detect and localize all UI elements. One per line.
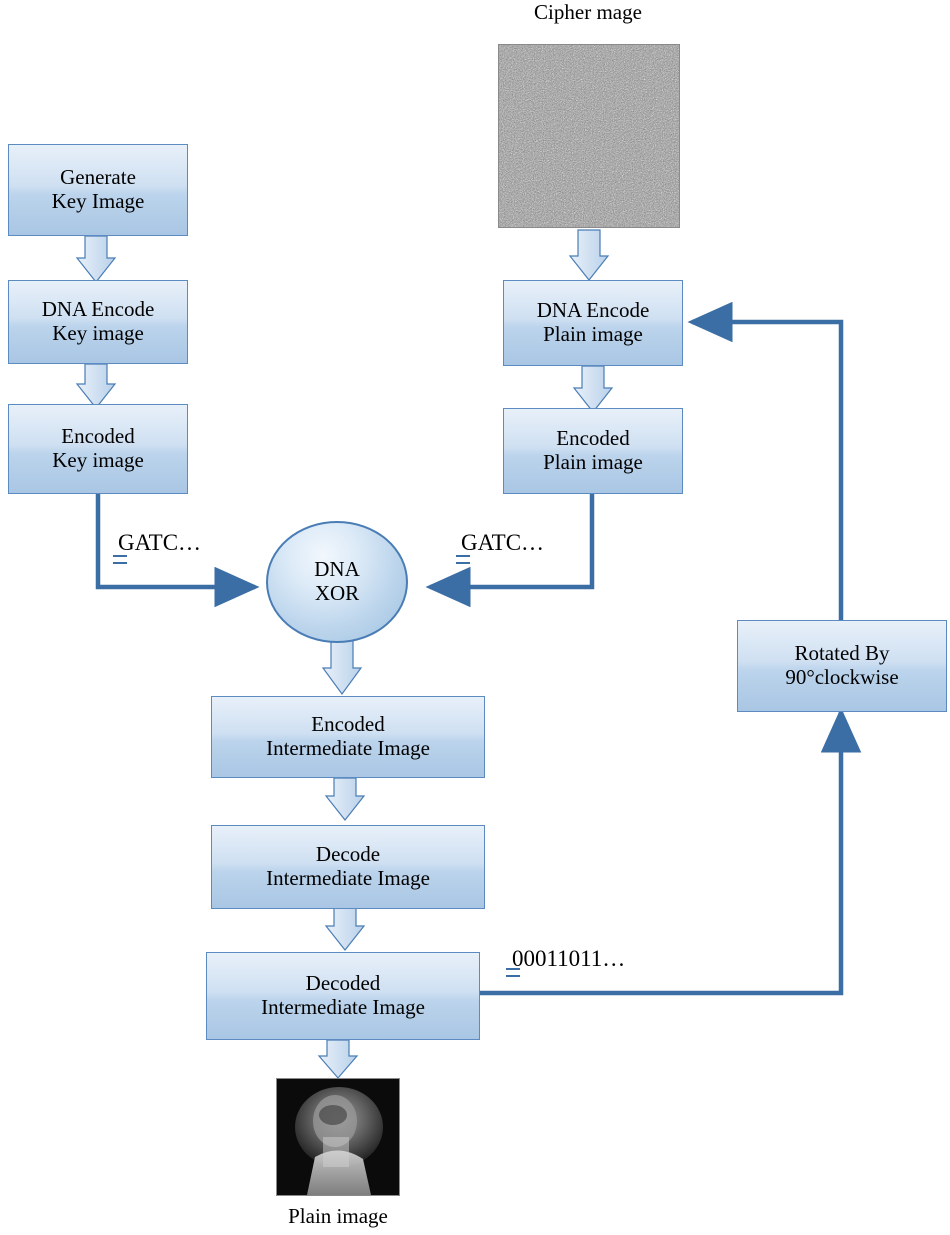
edge-tick-right	[456, 555, 470, 564]
node-encoded-plain-image-line2: Plain image	[543, 450, 643, 474]
arrow-rotated-to-dna-encode-plain	[692, 322, 841, 620]
arrow-decode-to-decoded-intermediate	[326, 908, 364, 950]
arrow-encode-key-to-encoded-key	[77, 364, 115, 408]
node-decode-intermediate-image-line2: Intermediate Image	[266, 866, 430, 890]
node-rotated-by-90-clockwise[interactable]	[737, 620, 947, 712]
node-generate-key-image[interactable]	[8, 144, 188, 236]
node-dna-encode-key-image-line1: DNA Encode	[41, 297, 155, 322]
node-encoded-key-image-line1: Encoded	[61, 424, 135, 449]
edge-label-plain-dna-sequence: GATC…	[461, 530, 545, 555]
node-decoded-intermediate-image-line2: Intermediate Image	[261, 995, 425, 1019]
node-encoded-plain-image-line1: Encoded	[556, 426, 630, 451]
plain-image-caption: Plain image	[288, 1204, 388, 1228]
node-rotated-by-90-clockwise-line2: 90°clockwise	[785, 665, 899, 689]
arrow-encode-plain-to-encoded-plain	[574, 366, 612, 412]
arrow-generate-key-to-encode-key	[77, 236, 115, 282]
node-decoded-intermediate-image[interactable]	[206, 952, 480, 1040]
node-encoded-plain-image[interactable]	[503, 408, 683, 494]
node-generate-key-image-line2: Key Image	[51, 189, 145, 213]
node-dna-encode-plain-image-line1: DNA Encode	[536, 298, 650, 323]
node-dna-xor[interactable]	[266, 521, 408, 643]
cipher-image-caption: Cipher mage	[534, 0, 642, 24]
arrow-decoded-intermediate-to-plain-image	[319, 1040, 357, 1078]
node-decode-intermediate-image[interactable]	[211, 825, 485, 909]
node-dna-encode-key-image-line2: Key image	[52, 321, 144, 345]
node-encoded-intermediate-image-line2: Intermediate Image	[266, 736, 430, 760]
node-encoded-key-image[interactable]	[8, 404, 188, 494]
plain-image	[276, 1078, 400, 1196]
node-dna-xor-line1: DNA	[314, 557, 360, 582]
edge-label-key-dna-sequence: GATC…	[118, 530, 202, 555]
arrow-xor-to-encoded-intermediate	[323, 640, 361, 694]
node-encoded-intermediate-image[interactable]	[211, 696, 485, 778]
node-generate-key-image-line1: Generate	[60, 165, 136, 190]
arrow-encoded-intermediate-to-decode	[326, 778, 364, 820]
node-decode-intermediate-image-line1: Decode	[315, 842, 381, 867]
edge-tick-left	[113, 555, 127, 564]
node-dna-encode-plain-image-line2: Plain image	[543, 322, 643, 346]
node-dna-encode-plain-image[interactable]	[503, 280, 683, 366]
node-rotated-by-90-clockwise-line1: Rotated By	[794, 641, 890, 666]
node-encoded-intermediate-image-line1: Encoded	[311, 712, 385, 737]
node-dna-encode-key-image[interactable]	[8, 280, 188, 364]
node-decoded-intermediate-image-line1: Decoded	[305, 971, 381, 996]
cipher-image	[498, 44, 680, 228]
edge-label-binary-sequence: 00011011…	[512, 946, 626, 971]
node-dna-xor-line2: XOR	[314, 581, 360, 605]
arrow-cipher-to-dna-encode	[570, 230, 608, 280]
node-encoded-key-image-line2: Key image	[52, 448, 144, 472]
